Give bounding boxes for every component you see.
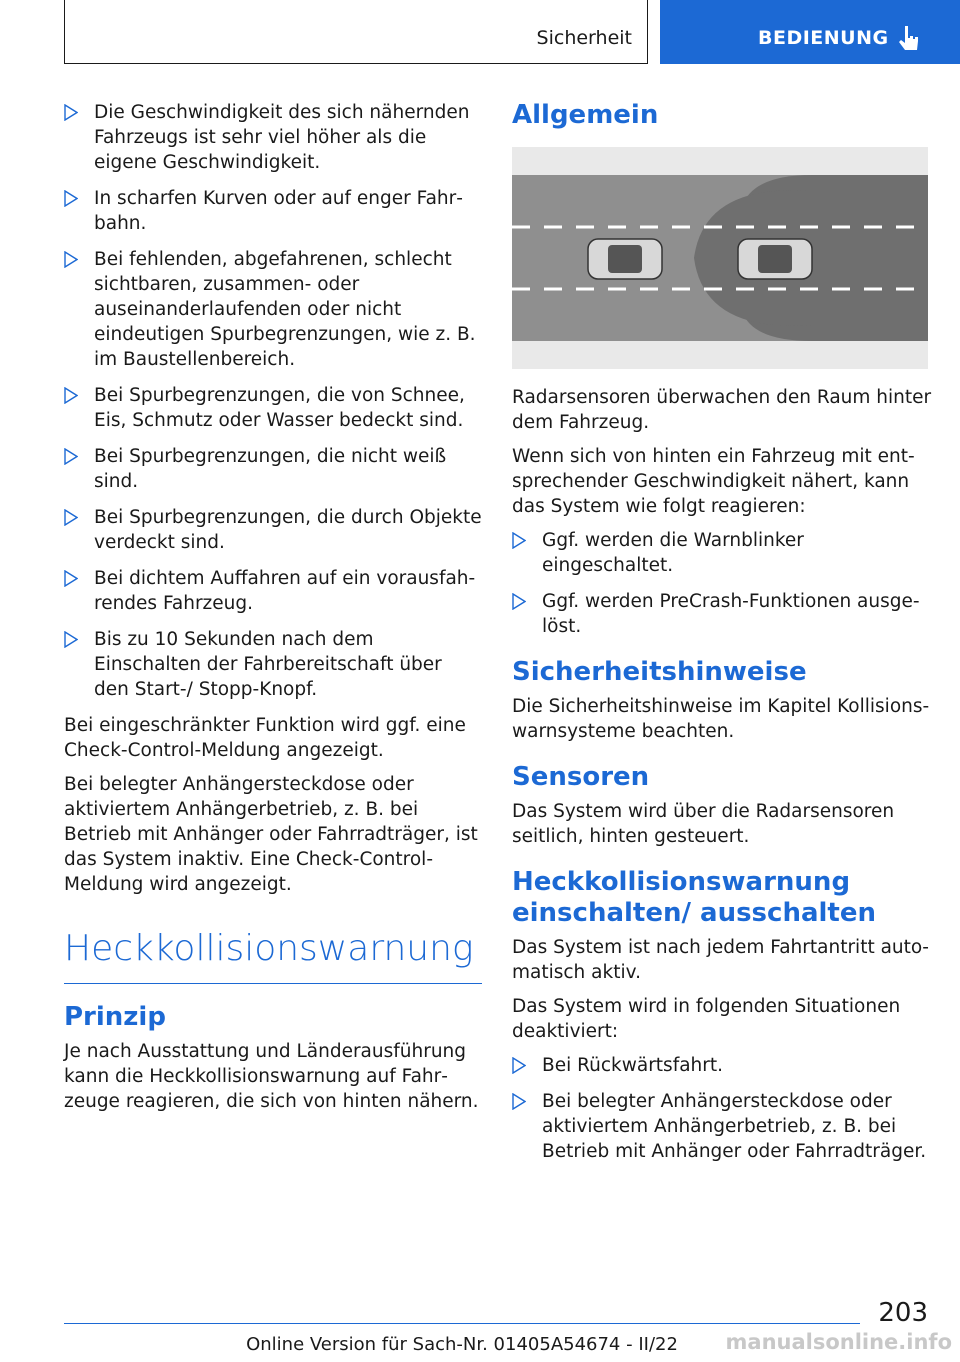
- header-chapter-bar: [660, 0, 960, 64]
- bullet-text: In scharfen Kurven oder auf enger Fahrbahn.: [94, 188, 463, 234]
- right-column: [512, 100, 932, 1175]
- page-number: 203: [878, 1298, 928, 1328]
- list-item: [64, 566, 482, 616]
- bullet-text: Bei Spurbegrenzungen, die nicht weiß sind.: [94, 446, 447, 492]
- list-item: [64, 383, 482, 433]
- list-item: [64, 247, 482, 372]
- list-item: [512, 1089, 932, 1164]
- arrow-bullet-icon: [64, 570, 78, 587]
- online-version-text: Online Version für Sach-Nr. 01405A54674 - II/22: [246, 1334, 678, 1355]
- list-item: [64, 100, 482, 175]
- hand-pointer-icon: [896, 24, 922, 54]
- bullet-text: Bei fehlenden, abgefahrenen, schlecht sichtbaren, zusammen- oder auseinanderlaufenden oder nicht eindeutigen Spurbegrenzungen, wie z. B. im Baustellenbereich.: [94, 249, 476, 370]
- paragraph: Bei belegter Anhängersteckdose oder aktiviertem Anhängerbetrieb, z. B. bei Betrieb mit Anhänger oder Fahrradträger, ist das System inaktiv. Eine Check-Control-Meldung wird angezeigt.: [64, 774, 478, 895]
- header-chapter-title: BEDIENUNG: [758, 27, 889, 49]
- paragraph: Bei eingeschränkter Funktion wird ggf. eine Check-Control-Meldung angezeigt.: [64, 715, 466, 761]
- subsection-heading: Prinzip: [64, 1002, 166, 1032]
- bullet-text: Bei Spurbegrenzungen, die von Schnee, Eis, Schmutz oder Wasser bedeckt sind.: [94, 385, 465, 431]
- car-rear-shape: [588, 239, 662, 279]
- arrow-bullet-icon: [512, 1057, 526, 1074]
- arrow-bullet-icon: [512, 1093, 526, 1110]
- paragraph: Radarsensoren überwachen den Raum hinter dem Fahrzeug.: [512, 387, 932, 433]
- list-item: [512, 528, 932, 578]
- list-item: [64, 444, 482, 494]
- paragraph: Das System ist nach jedem Fahrtantritt automatisch aktiv.: [512, 937, 929, 983]
- bullet-text: Bis zu 10 Sekunden nach dem Einschalten der Fahrbereitschaft über den Start-/ Stopp-Knopf.: [94, 629, 442, 700]
- subsection-heading: Sicherheitshinweise: [512, 657, 807, 687]
- bullet-text: Ggf. werden PreCrash-Funktionen ausgelöst.: [542, 591, 920, 637]
- list-item: [64, 505, 482, 555]
- bullet-text: Die Geschwindigkeit des sich nähernden Fahrzeugs ist sehr viel höher als die eigene Geschwindigkeit.: [94, 102, 470, 173]
- bullet-text: Bei belegter Anhängersteckdose oder aktiviertem Anhängerbetrieb, z. B. bei Betrieb mit Anhänger oder Fahrradträger.: [542, 1091, 927, 1162]
- bullet-text: Ggf. werden die Warnblinker eingeschaltet.: [542, 530, 804, 576]
- left-column: [64, 100, 482, 1123]
- list-item: [64, 627, 482, 702]
- subsection-heading: Allgemein: [512, 100, 659, 130]
- paragraph: Je nach Ausstattung und Länderausführung kann die Heckkollisionswarnung auf Fahrzeuge reagieren, die sich von hinten nähern.: [64, 1041, 479, 1112]
- bullet-text: Bei Spurbegrenzungen, die durch Objekte verdeckt sind.: [94, 507, 482, 553]
- subsection-heading: Sensoren: [512, 762, 650, 792]
- section-heading-main: Heckkollisionswarnung: [64, 927, 482, 984]
- bullet-text: Bei dichtem Auffahren auf ein vorausfahrendes Fahrzeug.: [94, 568, 476, 614]
- paragraph: Wenn sich von hinten ein Fahrzeug mit entsprechender Geschwindigkeit nähert, kann das System wie folgt reagieren:: [512, 446, 915, 517]
- arrow-bullet-icon: [512, 593, 526, 610]
- footer-divider: [64, 1323, 860, 1324]
- watermark: manualsonline.info: [725, 1330, 952, 1354]
- arrow-bullet-icon: [64, 509, 78, 526]
- header-section-title: Sicherheit: [536, 27, 632, 49]
- bullet-text: Bei Rückwärtsfahrt.: [542, 1055, 724, 1076]
- arrow-bullet-icon: [64, 104, 78, 121]
- arrow-bullet-icon: [64, 631, 78, 648]
- list-item: [512, 1053, 932, 1078]
- arrow-bullet-icon: [64, 190, 78, 207]
- subsection-heading: Heckkollisionswarnung einschalten/ ausschalten: [512, 867, 876, 928]
- arrow-bullet-icon: [64, 387, 78, 404]
- paragraph: Die Sicherheitshinweise im Kapitel Kollisionswarnsysteme beachten.: [512, 696, 930, 742]
- arrow-bullet-icon: [64, 448, 78, 465]
- arrow-bullet-icon: [512, 532, 526, 549]
- paragraph: Das System wird über die Radarsensoren seitlich, hinten gesteuert.: [512, 801, 895, 847]
- list-item: [512, 589, 932, 639]
- paragraph: Das System wird in folgenden Situationen deaktiviert:: [512, 996, 901, 1042]
- arrow-bullet-icon: [64, 251, 78, 268]
- car-front-shape: [738, 239, 812, 279]
- list-item: [64, 186, 482, 236]
- radar-illustration: [512, 147, 928, 369]
